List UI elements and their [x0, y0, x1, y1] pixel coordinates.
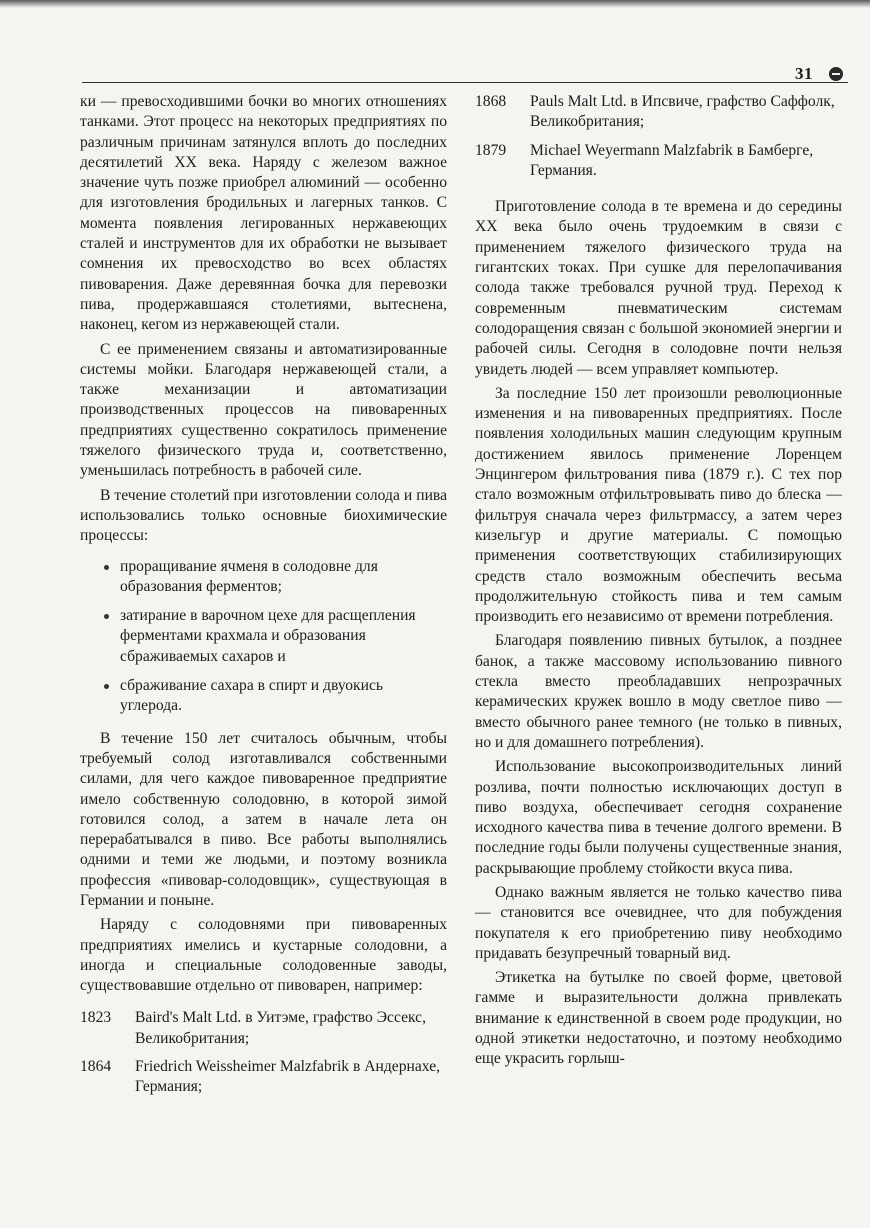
company-entry [80, 1057, 447, 1098]
paragraph: Однако важным является не только качество пива — становится все очевиднее, что для побуждения покупателя к его приобретению пиву необходимо придавать безупречный товарный вид. [475, 883, 842, 962]
header-rule [82, 82, 848, 83]
paragraph: В течение 150 лет считалось обычным, чтобы требуемый солод изготавливался собственными силами, для чего каждое пивоваренное предприятие имело собственную солодовню, в которой зимой готовился солод, а затем в начале лета он перерабатывался в пиво. Все работы выполнялись одними и теми же людьми, и поэтому возникла профессия «пивовар-солодовщик», существующая в Германии и поныне. [80, 729, 447, 909]
page-marker-icon [829, 67, 843, 81]
paragraph: Приготовление солода в те времена и до середины XX века было очень трудоемким в связи с применением тяжелого физического труда на гигантских токах. При сушке для перелопачивания солода также требовался ручной труд. Переход к современным пневматическим системам солодоращения связан с большой экономией энергии и рабочей силы. Сегодня в солодовне почти нельзя увидеть людей — всем управляет компьютер. [475, 198, 842, 378]
malt-company-list-continued [475, 92, 842, 181]
paragraph: В течение столетий при изготовлении солода и пива использовались только основные биохимические процессы: [80, 486, 447, 545]
company-name: Baird's Malt Ltd. в Уитэме, графство Эссекс, Великобритания; [135, 1009, 427, 1047]
paragraph: Наряду с солодовнями при пивоваренных предприятиях имелись и кустарные солодовни, а иногда и специальные солодовенные заводы, существовавшие отдельно от пивоварен, например: [80, 916, 447, 995]
list-item: проращивание ячменя в солодовне для образования ферментов; [80, 557, 447, 598]
company-name: Michael Weyermann Malzfabrik в Бамберге, Германия. [530, 141, 814, 179]
paragraph: Благодаря появлению пивных бутылок, а позднее банок, а также массовому использованию пивного стекла вместо преобладавших непрозрачных керамических кружек вошло в моду светлое пиво — вместо обычного ранее темного (не только в пивных, но и для домашнего потребления). [475, 632, 842, 751]
malt-company-list [80, 1008, 447, 1097]
scan-top-edge [0, 0, 870, 8]
left-column [80, 92, 447, 1110]
paragraph: ки — превосходившими бочки во многих отношениях танками. Этот процесс на некоторых предприятиях по различным причинам затянулся вплоть до последних десятилетий XX века. Наряду с железом важное значение чуть позже приобрел алюминий — особенно для изготовления бродильных и лагерных танков. С момента появления легированных нержавеющих сталей и инструментов для их обработки не вызывает сомнения их превосходство во всех областях пивоварения. Даже деревянная бочка для перевозки пива, продержавшаяся столетиями, вытеснена, наконец, кегом из нержавеющей стали. [80, 93, 447, 334]
paragraph: Использование высокопроизводительных линий розлива, почти полностью исключающих доступ в пиво воздуха, обеспечивает сегодня сохранение исходного качества пива в течение долгого времени. В последние годы были получены существенные знания, раскрывающие проблему стойкости вкуса пива. [475, 758, 842, 877]
company-name: Pauls Malt Ltd. в Ипсвиче, графство Саффолк, Великобритания; [530, 93, 835, 131]
process-list [80, 557, 447, 717]
company-entry [80, 1008, 447, 1049]
list-item: сбраживание сахара в спирт и двуокись углерода. [80, 676, 447, 717]
list-item: затирание в варочном цехе для расщепления ферментами крахмала и образования сбраживаемых сахаров и [80, 606, 447, 667]
right-column [475, 92, 842, 1070]
company-year: 1823 [80, 1009, 112, 1027]
company-name: Friedrich Weissheimer Malzfabrik в Андернахе, Германия; [135, 1058, 441, 1096]
paragraph: За последние 150 лет произошли революционные изменения и на пивоваренных предприятиях. После появления холодильных машин следующим крупным достижением явилось применение Лоренцем Энцингером фильтрования пива (1879 г.). С тех пор стало возможным отфильтровывать пиво до блеска — фильтруя сначала через фильтрмассу, а затем через кизельгур и другие материалы. С помощью применения соответствующих стабилизирующих средств стало возможным обеспечить весьма продолжительную стойкость пива и тем самым производить его независимо от времени потребления. [475, 384, 842, 626]
company-year: 1879 [475, 141, 507, 159]
company-year: 1864 [80, 1058, 112, 1076]
company-year: 1868 [475, 93, 507, 110]
company-entry [475, 92, 842, 133]
paragraph: С ее применением связаны и автоматизированные системы мойки. Благодаря нержавеющей стали, а также механизации и автоматизации производственных процессов на пивоваренных предприятиях существенно сократилось применение тяжелого физического труда и, соответственно, уменьшилась потребность в рабочей силе. [80, 340, 447, 480]
company-entry [475, 141, 842, 182]
page-number: 31 [795, 64, 813, 83]
paragraph: Этикетка на бутылке по своей форме, цветовой гамме и выразительности должна привлекать внимание к единственной в своем роде продукции, но одной этикетки недостаточно, и поэтому необходимо еще украсить горлыш- [475, 969, 842, 1068]
